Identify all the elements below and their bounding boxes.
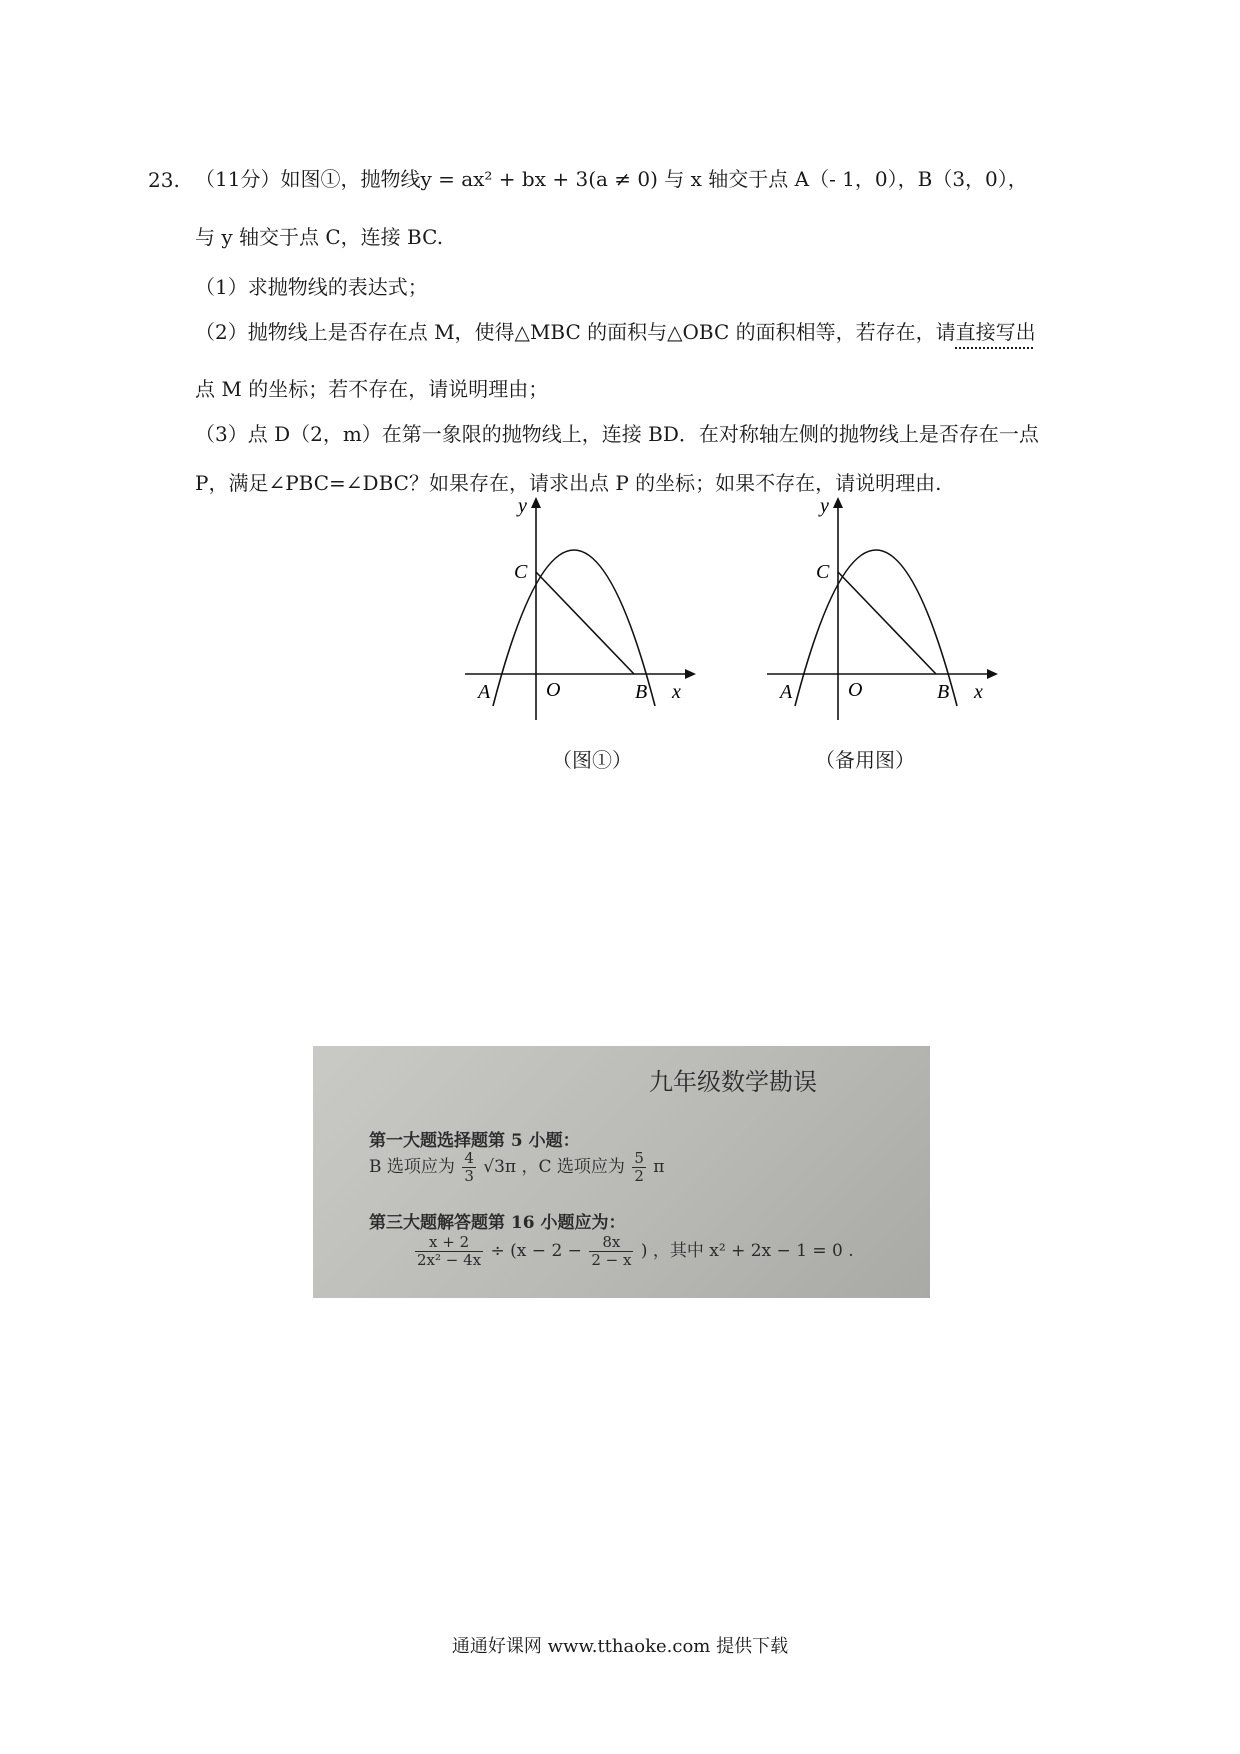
label-a: A (478, 681, 491, 703)
label-x: x (974, 681, 983, 703)
erratum-row2-a: B 选项应为 (369, 1157, 455, 1177)
y-axis-arrow (833, 497, 843, 508)
x-axis-arrow (987, 669, 998, 679)
frac-top: 4 (464, 1149, 474, 1167)
question-line-1: （11分）如图①，抛物线y = ax² + bx + 3(a ≠ 0) 与 x 轴交于点 A（- 1，0），B（3，0）， (195, 167, 1028, 191)
label-a: A (780, 681, 793, 703)
erratum-row2-c: π (653, 1157, 665, 1177)
frac-bottom: 2 − x (591, 1251, 632, 1269)
frac-bottom: 2x² − 4x (417, 1251, 482, 1269)
figure-2-caption: （备用图） (815, 748, 915, 772)
erratum-row-4 (413, 1234, 854, 1269)
x-axis-arrow (685, 669, 696, 679)
page-footer: 通通好课网 www.tthaoke.com 提供下载 (451, 1636, 789, 1657)
erratum-row2-b: √3π ，C 选项应为 (483, 1157, 625, 1177)
frac-bottom: 2 (634, 1167, 644, 1185)
label-o: O (848, 679, 863, 701)
part2-emphasis: 直接写出 (955, 320, 1036, 344)
parabola-figure-2 (762, 496, 1002, 736)
question-part-3b: P，满足∠PBC=∠DBC？如果存在，请求出点 P 的坐标；如果不存在，请说明理由. (195, 471, 942, 495)
label-x: x (672, 681, 681, 703)
erratum-photo (313, 1046, 930, 1298)
segment-bc (838, 572, 936, 674)
question-part-2b: 点 M 的坐标；若不存在，请说明理由； (195, 377, 549, 401)
label-b: B (635, 681, 648, 703)
y-axis-arrow (531, 497, 541, 508)
erratum-row-2 (369, 1150, 664, 1185)
question-part-2 (195, 318, 1036, 346)
label-c: C (816, 561, 830, 583)
erratum-title: 九年级数学勘误 (649, 1068, 817, 1096)
erratum-row-1: 第一大题选择题第 5 小题： (369, 1131, 580, 1151)
fraction-four-thirds (462, 1150, 476, 1185)
fraction-expression-2 (589, 1234, 633, 1269)
label-y: y (820, 496, 829, 517)
label-o: O (546, 679, 561, 701)
question-number: 23. (148, 168, 180, 192)
fraction-five-halves (632, 1150, 646, 1185)
parabola-figure-1 (460, 496, 700, 736)
frac-top: 8x (589, 1234, 633, 1252)
fraction-expression-1 (415, 1234, 483, 1269)
erratum-row4-end: ) ，其中 x² + 2x − 1 = 0 . (640, 1241, 854, 1261)
label-c: C (514, 561, 528, 583)
segment-bc (536, 572, 634, 674)
figure-1-caption: （图①） (552, 748, 632, 772)
question-part-3: （3）点 D（2，m）在第一象限的抛物线上，连接 BD．在对称轴左侧的抛物线上是否存在一点 (195, 422, 1039, 446)
question-line-2: 与 y 轴交于点 C，连接 BC. (195, 225, 444, 249)
erratum-row4-mid: ÷ (x − 2 − (490, 1241, 582, 1261)
frac-bottom: 3 (464, 1167, 474, 1185)
erratum-row-3: 第三大题解答题第 16 小题应为： (369, 1213, 626, 1233)
question-part-1: （1）求抛物线的表达式； (195, 275, 428, 299)
frac-top: 5 (634, 1149, 644, 1167)
frac-top: x + 2 (415, 1234, 483, 1252)
label-y: y (518, 496, 527, 517)
label-b: B (937, 681, 950, 703)
part2-text-a: （2）抛物线上是否存在点 M，使得△MBC 的面积与△OBC 的面积相等，若存在，请 (195, 320, 956, 344)
